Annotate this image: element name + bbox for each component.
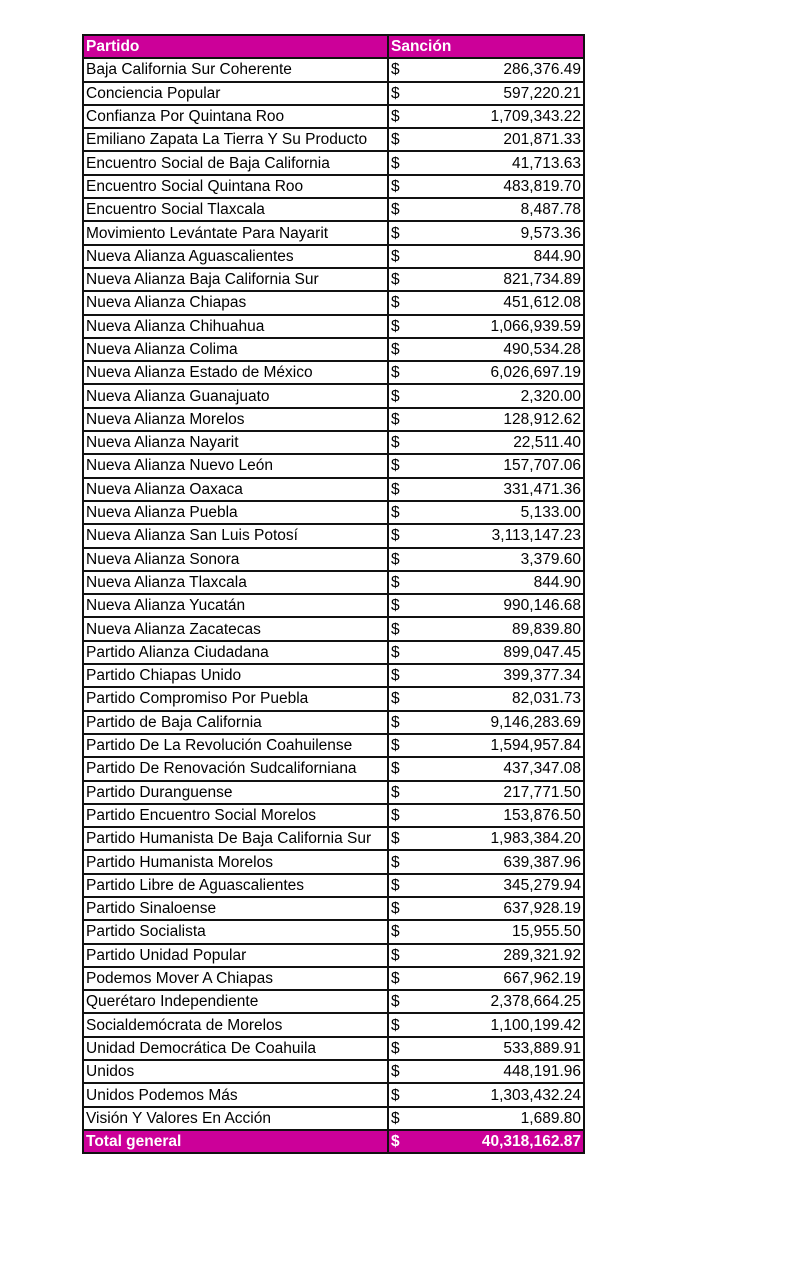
table-row bbox=[83, 221, 584, 244]
currency-symbol: $ bbox=[391, 84, 400, 102]
table-row bbox=[83, 874, 584, 897]
sanction-amount: 451,612.08 bbox=[503, 294, 581, 312]
currency-symbol: $ bbox=[391, 830, 400, 848]
sanction-cell bbox=[388, 944, 584, 967]
party-name: Partido Compromiso Por Puebla bbox=[83, 687, 388, 710]
party-name: Partido Encuentro Social Morelos bbox=[83, 804, 388, 827]
table-row bbox=[83, 548, 584, 571]
currency-symbol: $ bbox=[391, 527, 400, 545]
currency-symbol: $ bbox=[391, 690, 400, 708]
sanction-amount: 9,573.36 bbox=[520, 224, 581, 242]
table-row bbox=[83, 431, 584, 454]
sanction-amount: 9,146,283.69 bbox=[490, 713, 581, 731]
sanction-cell bbox=[388, 361, 584, 384]
currency-symbol: $ bbox=[391, 247, 400, 265]
sanction-amount: 597,220.21 bbox=[503, 84, 581, 102]
currency-symbol: $ bbox=[391, 364, 400, 382]
sanction-cell bbox=[388, 1013, 584, 1036]
party-name: Socialdemócrata de Morelos bbox=[83, 1013, 388, 1036]
sanction-cell bbox=[388, 967, 584, 990]
total-row bbox=[83, 1130, 584, 1153]
sanction-cell bbox=[388, 804, 584, 827]
total-amount: 40,318,162.87 bbox=[481, 1133, 581, 1151]
sanction-amount: 639,387.96 bbox=[503, 853, 581, 871]
currency-symbol: $ bbox=[391, 573, 400, 591]
sanction-amount: 1,100,199.42 bbox=[490, 1016, 581, 1034]
table-row bbox=[83, 594, 584, 617]
table-row bbox=[83, 338, 584, 361]
sanction-cell bbox=[388, 524, 584, 547]
currency-symbol: $ bbox=[391, 271, 400, 289]
sanction-amount: 1,983,384.20 bbox=[490, 830, 581, 848]
party-name: Partido De Renovación Sudcaliforniana bbox=[83, 757, 388, 780]
table-row bbox=[83, 1060, 584, 1083]
currency-symbol: $ bbox=[391, 713, 400, 731]
table-row bbox=[83, 501, 584, 524]
table-row bbox=[83, 454, 584, 477]
sanctions-table bbox=[82, 34, 585, 1154]
table-row bbox=[83, 408, 584, 431]
sanction-amount: 1,594,957.84 bbox=[490, 737, 581, 755]
currency-symbol: $ bbox=[391, 1063, 400, 1081]
sanction-amount: 1,689.80 bbox=[520, 1109, 581, 1127]
party-name: Nueva Alianza Nuevo León bbox=[83, 454, 388, 477]
table-row bbox=[83, 105, 584, 128]
table-row bbox=[83, 361, 584, 384]
sanction-cell bbox=[388, 198, 584, 221]
party-name: Partido Unidad Popular bbox=[83, 944, 388, 967]
sanction-amount: 483,819.70 bbox=[503, 177, 581, 195]
sanction-amount: 2,378,664.25 bbox=[490, 993, 581, 1011]
table-row bbox=[83, 524, 584, 547]
sanction-amount: 844.90 bbox=[533, 573, 581, 591]
table-row bbox=[83, 757, 584, 780]
sanction-amount: 437,347.08 bbox=[503, 760, 581, 778]
currency-symbol: $ bbox=[391, 387, 400, 405]
party-name: Podemos Mover A Chiapas bbox=[83, 967, 388, 990]
table-row bbox=[83, 1037, 584, 1060]
table-row bbox=[83, 827, 584, 850]
table-row bbox=[83, 58, 584, 81]
table-row bbox=[83, 478, 584, 501]
table-row bbox=[83, 850, 584, 873]
party-name: Movimiento Levántate Para Nayarit bbox=[83, 221, 388, 244]
currency-symbol: $ bbox=[391, 410, 400, 428]
sanction-amount: 667,962.19 bbox=[503, 970, 581, 988]
party-name: Nueva Alianza Puebla bbox=[83, 501, 388, 524]
column-header-sanction: Sanción bbox=[388, 35, 584, 58]
sanction-cell bbox=[388, 850, 584, 873]
party-name: Querétaro Independiente bbox=[83, 990, 388, 1013]
table-row bbox=[83, 944, 584, 967]
table-row bbox=[83, 617, 584, 640]
party-name: Encuentro Social Tlaxcala bbox=[83, 198, 388, 221]
party-name: Partido Sinaloense bbox=[83, 897, 388, 920]
table-row bbox=[83, 990, 584, 1013]
sanction-cell bbox=[388, 221, 584, 244]
party-name: Nueva Alianza Sonora bbox=[83, 548, 388, 571]
sanction-amount: 128,912.62 bbox=[503, 410, 581, 428]
party-name: Nueva Alianza Tlaxcala bbox=[83, 571, 388, 594]
sanction-cell bbox=[388, 1060, 584, 1083]
table-row bbox=[83, 291, 584, 314]
table-row bbox=[83, 641, 584, 664]
sanction-cell bbox=[388, 58, 584, 81]
sanction-amount: 286,376.49 bbox=[503, 61, 581, 79]
sanction-amount: 3,113,147.23 bbox=[491, 527, 581, 545]
table-row bbox=[83, 571, 584, 594]
sanction-cell bbox=[388, 245, 584, 268]
sanction-amount: 844.90 bbox=[533, 247, 581, 265]
table-row bbox=[83, 1083, 584, 1106]
sanction-cell bbox=[388, 268, 584, 291]
sanction-cell bbox=[388, 990, 584, 1013]
table-row bbox=[83, 804, 584, 827]
table-row bbox=[83, 268, 584, 291]
party-name: Confianza Por Quintana Roo bbox=[83, 105, 388, 128]
party-name: Nueva Alianza Aguascalientes bbox=[83, 245, 388, 268]
party-name: Partido de Baja California bbox=[83, 711, 388, 734]
table-row bbox=[83, 734, 584, 757]
party-name: Nueva Alianza Estado de México bbox=[83, 361, 388, 384]
sanction-amount: 448,191.96 bbox=[503, 1063, 581, 1081]
table-row bbox=[83, 384, 584, 407]
currency-symbol: $ bbox=[391, 61, 400, 79]
currency-symbol: $ bbox=[391, 853, 400, 871]
sanction-amount: 331,471.36 bbox=[503, 480, 581, 498]
party-name: Nueva Alianza Oaxaca bbox=[83, 478, 388, 501]
party-name: Partido Humanista De Baja California Sur bbox=[83, 827, 388, 850]
table-row bbox=[83, 175, 584, 198]
currency-symbol: $ bbox=[391, 620, 400, 638]
currency-symbol: $ bbox=[391, 177, 400, 195]
sanction-amount: 41,713.63 bbox=[512, 154, 581, 172]
sanction-amount: 1,303,432.24 bbox=[490, 1086, 581, 1104]
currency-symbol: $ bbox=[391, 504, 400, 522]
sanction-cell bbox=[388, 897, 584, 920]
sanction-cell bbox=[388, 920, 584, 943]
party-name: Partido Socialista bbox=[83, 920, 388, 943]
table-row bbox=[83, 245, 584, 268]
sanction-amount: 1,709,343.22 bbox=[490, 108, 581, 126]
sanction-cell bbox=[388, 827, 584, 850]
table-row bbox=[83, 687, 584, 710]
sanction-amount: 201,871.33 bbox=[503, 131, 581, 149]
total-amount-cell bbox=[388, 1130, 584, 1153]
party-name: Unidad Democrática De Coahuila bbox=[83, 1037, 388, 1060]
currency-symbol: $ bbox=[391, 480, 400, 498]
currency-symbol: $ bbox=[391, 294, 400, 312]
currency-symbol: $ bbox=[391, 341, 400, 358]
currency-symbol: $ bbox=[391, 1086, 400, 1104]
total-label: Total general bbox=[83, 1130, 388, 1153]
sanction-cell bbox=[388, 687, 584, 710]
party-name: Nueva Alianza Morelos bbox=[83, 408, 388, 431]
currency-symbol: $ bbox=[391, 434, 400, 452]
currency-symbol: $ bbox=[391, 1133, 400, 1151]
table-row bbox=[83, 1107, 584, 1130]
sanction-cell bbox=[388, 105, 584, 128]
sanction-cell bbox=[388, 82, 584, 105]
currency-symbol: $ bbox=[391, 457, 400, 475]
table-row bbox=[83, 1013, 584, 1036]
party-name: Nueva Alianza Chiapas bbox=[83, 291, 388, 314]
sanction-cell bbox=[388, 151, 584, 174]
party-name: Encuentro Social Quintana Roo bbox=[83, 175, 388, 198]
sanction-amount: 533,889.91 bbox=[503, 1039, 581, 1057]
sanction-cell bbox=[388, 128, 584, 151]
sanction-amount: 8,487.78 bbox=[520, 201, 581, 219]
currency-symbol: $ bbox=[391, 1039, 400, 1057]
party-name: Emiliano Zapata La Tierra Y Su Producto bbox=[83, 128, 388, 151]
sanction-amount: 1,066,939.59 bbox=[490, 317, 581, 335]
currency-symbol: $ bbox=[391, 923, 400, 941]
party-name: Partido De La Revolución Coahuilense bbox=[83, 734, 388, 757]
sanction-cell bbox=[388, 664, 584, 687]
sanction-cell bbox=[388, 291, 584, 314]
sanction-cell bbox=[388, 501, 584, 524]
party-name: Nueva Alianza Zacatecas bbox=[83, 617, 388, 640]
currency-symbol: $ bbox=[391, 783, 400, 801]
party-name: Nueva Alianza Colima bbox=[83, 338, 388, 361]
table-row bbox=[83, 128, 584, 151]
currency-symbol: $ bbox=[391, 108, 400, 126]
sanction-amount: 637,928.19 bbox=[503, 900, 581, 918]
party-name: Nueva Alianza Chihuahua bbox=[83, 315, 388, 338]
header-row bbox=[83, 35, 584, 58]
sanction-cell bbox=[388, 384, 584, 407]
currency-symbol: $ bbox=[391, 667, 400, 685]
sanction-cell bbox=[388, 1107, 584, 1130]
sanction-amount: 490,534.28 bbox=[503, 341, 581, 358]
currency-symbol: $ bbox=[391, 597, 400, 615]
currency-symbol: $ bbox=[391, 550, 400, 568]
currency-symbol: $ bbox=[391, 946, 400, 964]
currency-symbol: $ bbox=[391, 876, 400, 894]
party-name: Conciencia Popular bbox=[83, 82, 388, 105]
sanction-cell bbox=[388, 874, 584, 897]
sanction-cell bbox=[388, 781, 584, 804]
party-name: Partido Humanista Morelos bbox=[83, 850, 388, 873]
currency-symbol: $ bbox=[391, 317, 400, 335]
table-row bbox=[83, 967, 584, 990]
party-name: Nueva Alianza San Luis Potosí bbox=[83, 524, 388, 547]
sanction-cell bbox=[388, 431, 584, 454]
currency-symbol: $ bbox=[391, 154, 400, 172]
party-name: Partido Chiapas Unido bbox=[83, 664, 388, 687]
party-name: Baja California Sur Coherente bbox=[83, 58, 388, 81]
party-name: Unidos Podemos Más bbox=[83, 1083, 388, 1106]
currency-symbol: $ bbox=[391, 806, 400, 824]
currency-symbol: $ bbox=[391, 760, 400, 778]
sanction-cell bbox=[388, 1083, 584, 1106]
sanction-cell bbox=[388, 571, 584, 594]
party-name: Unidos bbox=[83, 1060, 388, 1083]
table-row bbox=[83, 82, 584, 105]
sanction-amount: 89,839.80 bbox=[512, 620, 581, 638]
party-name: Nueva Alianza Guanajuato bbox=[83, 384, 388, 407]
party-name: Partido Libre de Aguascalientes bbox=[83, 874, 388, 897]
sanction-cell bbox=[388, 454, 584, 477]
sanction-amount: 821,734.89 bbox=[503, 271, 581, 289]
sanction-cell bbox=[388, 594, 584, 617]
sanction-amount: 5,133.00 bbox=[520, 504, 581, 522]
sanction-amount: 82,031.73 bbox=[512, 690, 581, 708]
sanction-amount: 899,047.45 bbox=[503, 643, 581, 661]
party-name: Nueva Alianza Nayarit bbox=[83, 431, 388, 454]
sanction-amount: 289,321.92 bbox=[503, 946, 581, 964]
party-name: Encuentro Social de Baja California bbox=[83, 151, 388, 174]
currency-symbol: $ bbox=[391, 224, 400, 242]
currency-symbol: $ bbox=[391, 737, 400, 755]
currency-symbol: $ bbox=[391, 643, 400, 661]
table-row bbox=[83, 897, 584, 920]
sanction-amount: 6,026,697.19 bbox=[490, 364, 581, 382]
sanction-cell bbox=[388, 315, 584, 338]
sanction-amount: 990,146.68 bbox=[503, 597, 581, 615]
table-row bbox=[83, 781, 584, 804]
sanction-cell bbox=[388, 478, 584, 501]
currency-symbol: $ bbox=[391, 1016, 400, 1034]
currency-symbol: $ bbox=[391, 131, 400, 149]
table-row bbox=[83, 664, 584, 687]
sanction-amount: 217,771.50 bbox=[503, 783, 581, 801]
currency-symbol: $ bbox=[391, 1109, 400, 1127]
party-name: Nueva Alianza Yucatán bbox=[83, 594, 388, 617]
party-name: Partido Duranguense bbox=[83, 781, 388, 804]
column-header-party: Partido bbox=[83, 35, 388, 58]
table-row bbox=[83, 920, 584, 943]
currency-symbol: $ bbox=[391, 970, 400, 988]
sanction-cell bbox=[388, 408, 584, 431]
sanction-cell bbox=[388, 338, 584, 361]
sanction-cell bbox=[388, 734, 584, 757]
table-body bbox=[83, 58, 584, 1130]
sanction-cell bbox=[388, 175, 584, 198]
sanction-cell bbox=[388, 617, 584, 640]
table-row bbox=[83, 151, 584, 174]
sanction-amount: 2,320.00 bbox=[520, 387, 581, 405]
table-row bbox=[83, 198, 584, 221]
sanction-amount: 399,377.34 bbox=[503, 667, 581, 685]
sanction-amount: 153,876.50 bbox=[503, 806, 581, 824]
currency-symbol: $ bbox=[391, 201, 400, 219]
sanction-amount: 22,511.40 bbox=[513, 434, 581, 452]
sanction-cell bbox=[388, 711, 584, 734]
currency-symbol: $ bbox=[391, 993, 400, 1011]
sanction-cell bbox=[388, 757, 584, 780]
sanction-amount: 345,279.94 bbox=[503, 876, 581, 894]
sanction-cell bbox=[388, 641, 584, 664]
party-name: Partido Alianza Ciudadana bbox=[83, 641, 388, 664]
sanction-amount: 157,707.06 bbox=[503, 457, 581, 475]
currency-symbol: $ bbox=[391, 900, 400, 918]
sanction-cell bbox=[388, 1037, 584, 1060]
party-name: Nueva Alianza Baja California Sur bbox=[83, 268, 388, 291]
sanction-amount: 3,379.60 bbox=[520, 550, 581, 568]
sanction-cell bbox=[388, 548, 584, 571]
sanction-amount: 15,955.50 bbox=[512, 923, 581, 941]
table-row bbox=[83, 711, 584, 734]
table-row bbox=[83, 315, 584, 338]
party-name: Visión Y Valores En Acción bbox=[83, 1107, 388, 1130]
